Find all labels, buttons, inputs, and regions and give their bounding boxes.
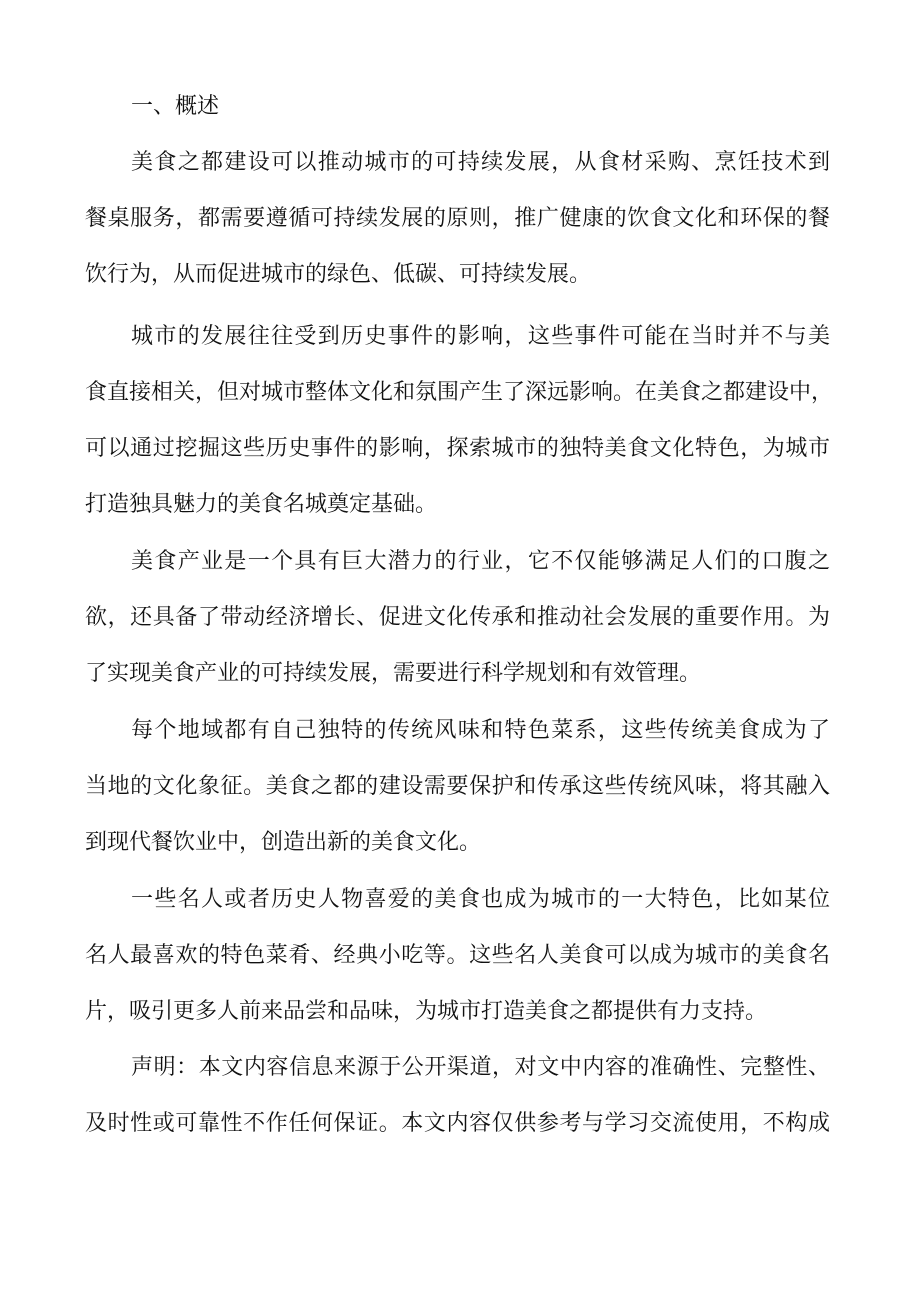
paragraph-line: 及时性或可靠性不作任何保证。本文内容仅供参考与学习交流使用，不构成 xyxy=(85,1111,830,1136)
paragraph-line: 了实现美食产业的可持续发展，需要进行科学规划和有效管理。 xyxy=(85,661,702,686)
paragraph-line: 名人最喜欢的特色菜肴、经典小吃等。这些名人美食可以成为城市的美食名 xyxy=(85,943,830,968)
paragraph-line: 每个地域都有自己独特的传统风味和特色菜系，这些传统美食成为了 xyxy=(131,718,830,743)
paragraph-line: 餐桌服务，都需要遵循可持续发展的原则，推广健康的饮食文化和环保的餐 xyxy=(85,206,830,231)
paragraph-line: 食直接相关，但对城市整体文化和氛围产生了深远影响。在美食之都建设中， xyxy=(85,380,834,405)
paragraph-line: 片，吸引更多人前来品尝和品味，为城市打造美食之都提供有力支持。 xyxy=(85,999,768,1024)
paragraph-line: 欲，还具备了带动经济增长、促进文化传承和推动社会发展的重要作用。为 xyxy=(85,605,830,630)
paragraph-line: 美食产业是一个具有巨大潜力的行业，它不仅能够满足人们的口腹之 xyxy=(131,549,830,574)
paragraph-line: 到现代餐饮业中，创造出新的美食文化。 xyxy=(85,830,482,855)
paragraph-line: 可以通过挖掘这些历史事件的影响，探索城市的独特美食文化特色，为城市 xyxy=(85,436,830,461)
paragraph-line: 一些名人或者历史人物喜爱的美食也成为城市的一大特色，比如某位 xyxy=(131,887,830,912)
paragraph-line: 城市的发展往往受到历史事件的影响，这些事件可能在当时并不与美 xyxy=(131,324,830,349)
paragraph-line: 当地的文化象征。美食之都的建设需要保护和传承这些传统风味，将其融入 xyxy=(85,774,830,799)
paragraph-line: 打造独具魅力的美食名城奠定基础。 xyxy=(85,492,438,517)
section-heading: 一、概述 xyxy=(131,94,220,119)
paragraph-line: 饮行为，从而促进城市的绿色、低碳、可持续发展。 xyxy=(85,262,592,287)
paragraph-line: 美食之都建设可以推动城市的可持续发展，从食材采购、烹饪技术到 xyxy=(131,150,830,175)
paragraph-line: 声明：本文内容信息来源于公开渠道，对文中内容的准确性、完整性、 xyxy=(131,1055,830,1080)
